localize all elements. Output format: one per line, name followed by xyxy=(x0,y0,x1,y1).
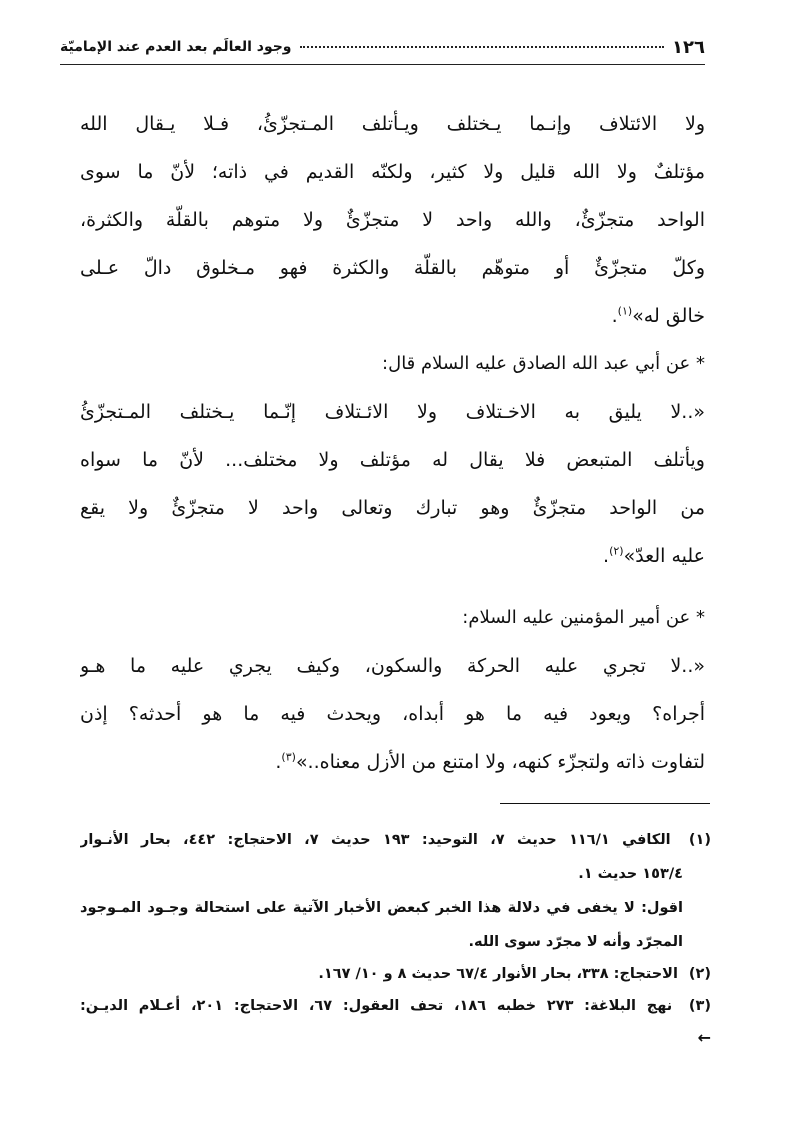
footnote-ref-2: (٢) xyxy=(609,544,624,558)
footnote-3-cont xyxy=(80,1022,711,1054)
footnote-ref-3: (٣) xyxy=(281,750,296,764)
full-stop: . xyxy=(275,751,282,773)
line-text: عليه العدّ» xyxy=(623,545,705,567)
line-text: لتفاوت ذاته ولتجزّء كنهه، ولا امتنع من الأزل معناه..» xyxy=(295,751,705,773)
line-text: خالق له» xyxy=(632,305,705,327)
footnote-ref-1: (١) xyxy=(617,304,633,318)
continue-arrow-icon: ← xyxy=(697,1028,711,1047)
text-line: من الواحد متجزّئٌ وهو تبارك وتعالى واحد لا متجزّئٌ ولا يقع xyxy=(80,497,705,519)
footnote-1-comment: اقول: لا يخفى في دلالة هذا الخبر كبعض الأخبار الآتية على استحالة وجـود المـوجود xyxy=(80,900,683,916)
page-number: ١٢٦ xyxy=(672,36,705,58)
footnote-number: (١) xyxy=(688,832,711,848)
text-line: «..لا يليق به الاخـتلاف ولا الائـتلاف إنّـما يـختلف المـتجزّئُ xyxy=(80,401,705,423)
text-line: أجراه؟ ويعود فيه ما هو أبداه، ويحدث فيه ما هو أحدثه؟ إذن xyxy=(80,703,705,725)
footnote-1-cont: ١٥٣/٤ حديث ١. xyxy=(578,866,683,882)
footnote-text: نهج البلاغة: ٢٧٣ خطبه ١٨٦، تحف العقول: ٦٧، الاحتجاج: ٢٠١، أعـلام الديـن: xyxy=(80,998,673,1014)
text-line-end xyxy=(80,532,705,580)
text-line: مؤتلفٌ ولا الله قليل ولا كثير، ولكنّه القديم في ذاته؛ لأنّ ما سوى xyxy=(80,161,705,183)
text-line-end xyxy=(80,292,705,340)
dotted-leader xyxy=(300,46,665,48)
footnote-number: (٣) xyxy=(688,998,711,1014)
footnote-number: (٢) xyxy=(688,966,711,982)
footnote-text: الاحتجاج: ٣٣٨، بحار الأنوار ٦٧/٤ حديث ٨ و ١٠/ ١٦٧. xyxy=(318,966,678,982)
text-line-end xyxy=(80,738,705,786)
body-text xyxy=(80,100,705,786)
chapter-title: وجود العالَم بعد العدم عند الإماميّة xyxy=(60,39,292,55)
quote-heading-amir: * عن أمير المؤمنين عليه السلام: xyxy=(462,607,705,628)
running-head xyxy=(60,34,705,60)
text-line: ولا الائتلاف وإنـما يـختلف ويـأتلف المـتجزّئُ، فـلا يـقال الله xyxy=(80,113,705,135)
full-stop: . xyxy=(603,545,610,567)
footnote-text: الكافي ١١٦/١ حديث ٧، التوحيد: ١٩٣ حديث ٧، الاحتجاج: ٤٤٢، بحار الأنـوار xyxy=(80,832,671,848)
text-line: «..لا تجري عليه الحركة والسكون، وكيف يجري عليه ما هـو xyxy=(80,655,705,677)
text-line: ويأتلف المتبعض فلا يقال له مؤتلف ولا مختلف... لأنّ ما سواه xyxy=(80,449,705,471)
footnote-2 xyxy=(80,958,711,990)
footnote-separator xyxy=(500,803,710,804)
quote-heading-sadiq: * عن أبي عبد الله الصادق عليه السلام قال: xyxy=(382,353,705,374)
header-rule xyxy=(60,64,705,65)
footnote-3 xyxy=(80,990,711,1022)
footnotes xyxy=(80,822,711,1054)
full-stop: . xyxy=(611,305,618,327)
footnote-1-comment-cont: المجرّد وأنه لا مجرّد سوى الله. xyxy=(468,934,683,950)
text-line: الواحد متجزّئٌ، والله واحد لا متجزّئٌ ولا متوهم بالقلّة والكثرة، xyxy=(80,209,705,231)
footnote-1 xyxy=(80,822,711,858)
text-line: وكلّ متجزّئٌ أو متوهّم بالقلّة والكثرة فهو مـخلوق دالّ عـلى xyxy=(80,257,705,279)
